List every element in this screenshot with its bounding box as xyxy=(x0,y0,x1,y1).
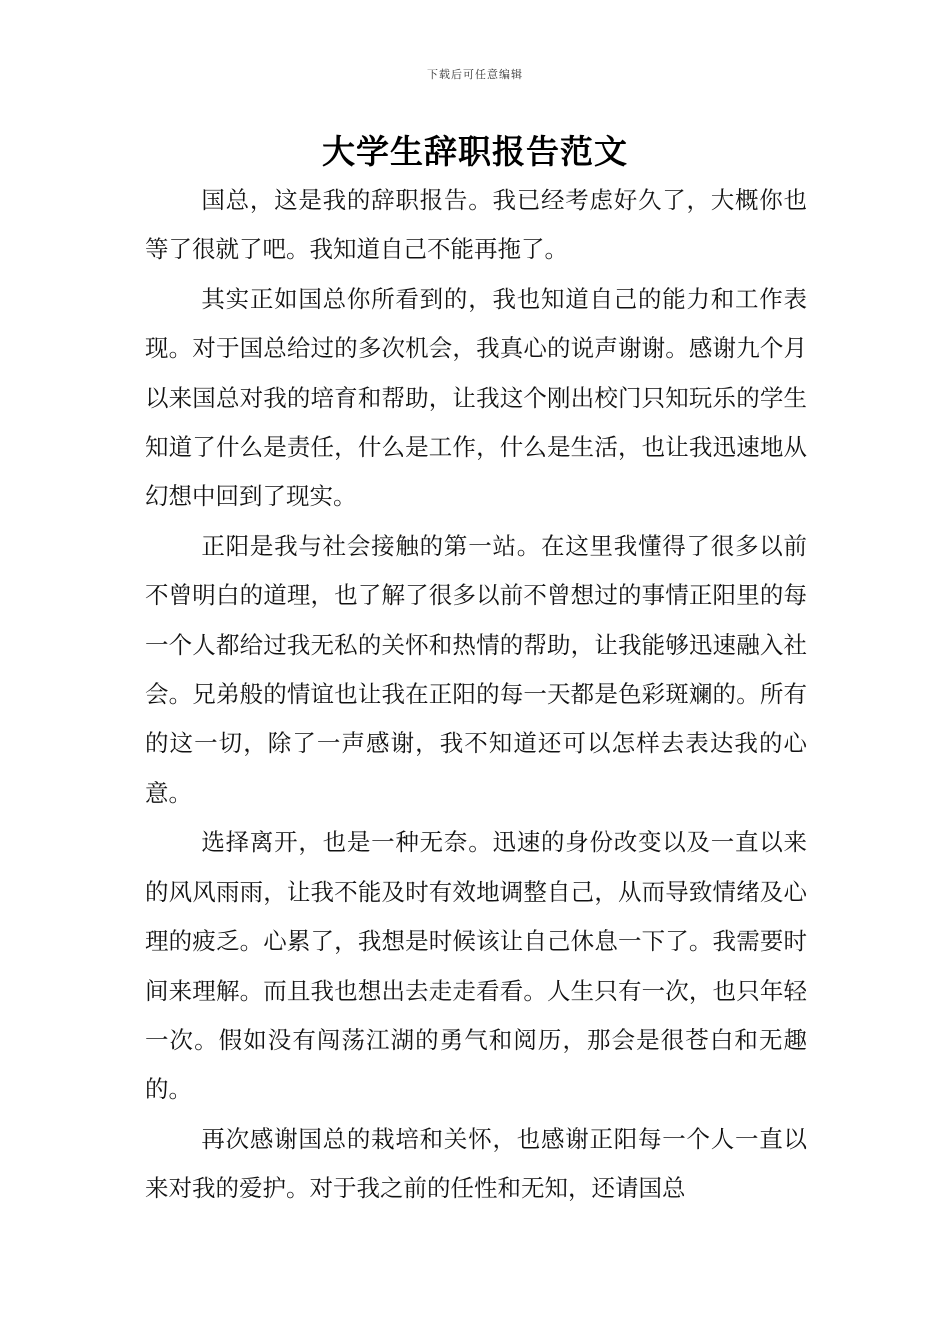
paragraph: 国总，这是我的辞职报告。我已经考虑好久了，大概你也等了很就了吧。我知道自己不能再拖了。 xyxy=(145,186,807,264)
header-note: 下载后可任意编辑 xyxy=(427,68,523,81)
paragraph: 正阳是我与社会接触的第一站。在这里我懂得了很多以前不曾明白的道理，也了解了很多以前不曾想过的事情正阳里的每一个人都给过我无私的关怀和热情的帮助，让我能够迅速融入社会。兄弟般的情谊也让我在正阳的每一天都是色彩斑斓的。所有的这一切，除了一声感谢，我不知道还可以怎样去表达我的心意。 xyxy=(145,531,807,807)
document-title: 大学生辞职报告范文 xyxy=(322,132,628,171)
document-body xyxy=(145,176,807,1214)
paragraph: 选择离开，也是一种无奈。迅速的身份改变以及一直以来的风风雨雨，让我不能及时有效地调整自己，从而导致情绪及心理的疲乏。心累了，我想是时候该让自己休息一下了。我需要时间来理解。而且我也想出去走走看看。人生只有一次，也只年轻一次。假如没有闯荡江湖的勇气和阅历，那会是很苍白和无趣的。 xyxy=(145,828,807,1104)
paragraph: 再次感谢国总的栽培和关怀，也感谢正阳每一个人一直以来对我的爱护。对于我之前的任性和无知，还请国总 xyxy=(145,1124,807,1203)
paragraph: 其实正如国总你所看到的，我也知道自己的能力和工作表现。对于国总给过的多次机会，我真心的说声谢谢。感谢九个月以来国总对我的培育和帮助，让我这个刚出校门只知玩乐的学生知道了什么是责任，什么是工作，什么是生活，也让我迅速地从幻想中回到了现实。 xyxy=(145,284,807,511)
